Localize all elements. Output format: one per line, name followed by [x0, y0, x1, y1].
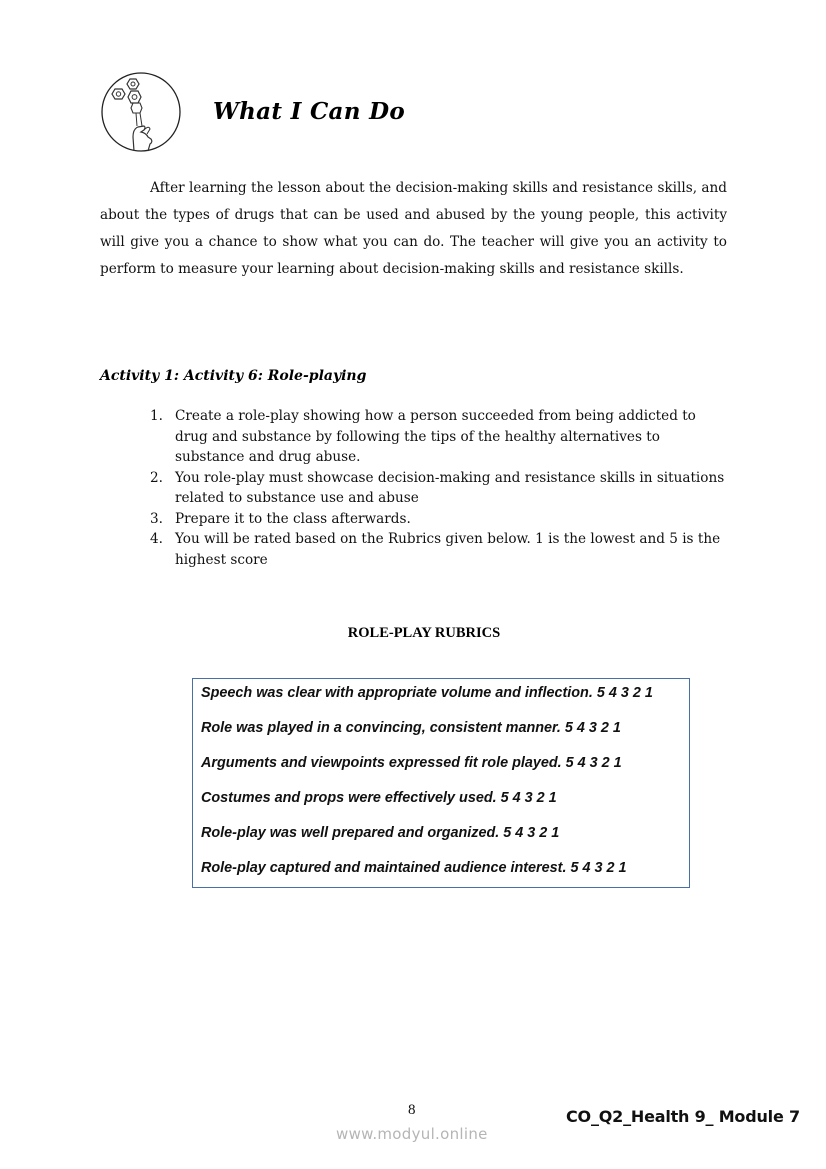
activity-title: Activity 1: Activity 6: Role-playing [100, 368, 367, 384]
step-number: 4. [150, 531, 163, 547]
step-text: You will be rated based on the Rubrics given below. 1 is the lowest and 5 is the highest score [175, 531, 721, 568]
rubric-criterion: Role-play was well prepared and organized. [201, 825, 500, 841]
rubric-item [201, 720, 689, 755]
rubric-item [201, 860, 689, 895]
rubric-scale: 5 4 3 2 1 [596, 685, 653, 701]
step-text: You role-play must showcase decision-making and resistance skills in situations related to substance use and abuse [175, 469, 725, 506]
list-item [150, 468, 730, 509]
rubrics-box [192, 678, 690, 888]
rubric-scale: 5 4 3 2 1 [503, 825, 560, 841]
hand-holding-bolts-icon [100, 71, 182, 153]
list-item [150, 509, 730, 530]
rubric-scale: 5 4 3 2 1 [500, 790, 557, 806]
list-item [150, 406, 730, 468]
activity-steps-list [150, 406, 730, 570]
rubric-criterion: Speech was clear with appropriate volume and inflection. [201, 685, 593, 701]
page-number: 8 [408, 1102, 416, 1118]
module-code: CO_Q2_Health 9_ Module 7 [566, 1107, 800, 1126]
rubric-item [201, 825, 689, 860]
rubric-item [201, 685, 689, 720]
step-text: Create a role-play showing how a person succeeded from being addicted to drug and substance by following the tips of the healthy alternatives to substance and drug abuse. [175, 408, 696, 465]
step-number: 2. [150, 469, 163, 486]
rubric-scale: 5 4 3 2 1 [564, 720, 621, 736]
rubric-item [201, 755, 689, 790]
step-number: 3. [150, 510, 163, 527]
rubric-criterion: Role-play captured and maintained audience interest. [201, 860, 567, 876]
rubric-scale: 5 4 3 2 1 [565, 755, 622, 771]
list-item [150, 529, 730, 570]
section-title: What I Can Do [213, 98, 405, 125]
watermark-link[interactable]: www.modyul.online [336, 1125, 488, 1143]
intro-paragraph [100, 175, 727, 283]
rubric-criterion: Role was played in a convincing, consistent manner. [201, 720, 561, 736]
rubrics-heading: ROLE-PLAY RUBRICS [347, 625, 501, 641]
step-number: 1. [150, 408, 163, 424]
rubric-scale: 5 4 3 2 1 [570, 860, 627, 876]
step-text: Prepare it to the class afterwards. [175, 510, 411, 527]
rubric-item [201, 790, 689, 825]
rubric-criterion: Costumes and props were effectively used. [201, 790, 497, 806]
intro-text: After learning the lesson about the decision-making skills and resistance skills, and about the types of drugs that can be used and abused by the young people, this activity will give you a chance to show what you can do. The teacher will give you an activity to perform to measure your learning about decision-making skills and resistance skills. [100, 180, 727, 277]
rubric-criterion: Arguments and viewpoints expressed fit role played. [201, 755, 562, 771]
